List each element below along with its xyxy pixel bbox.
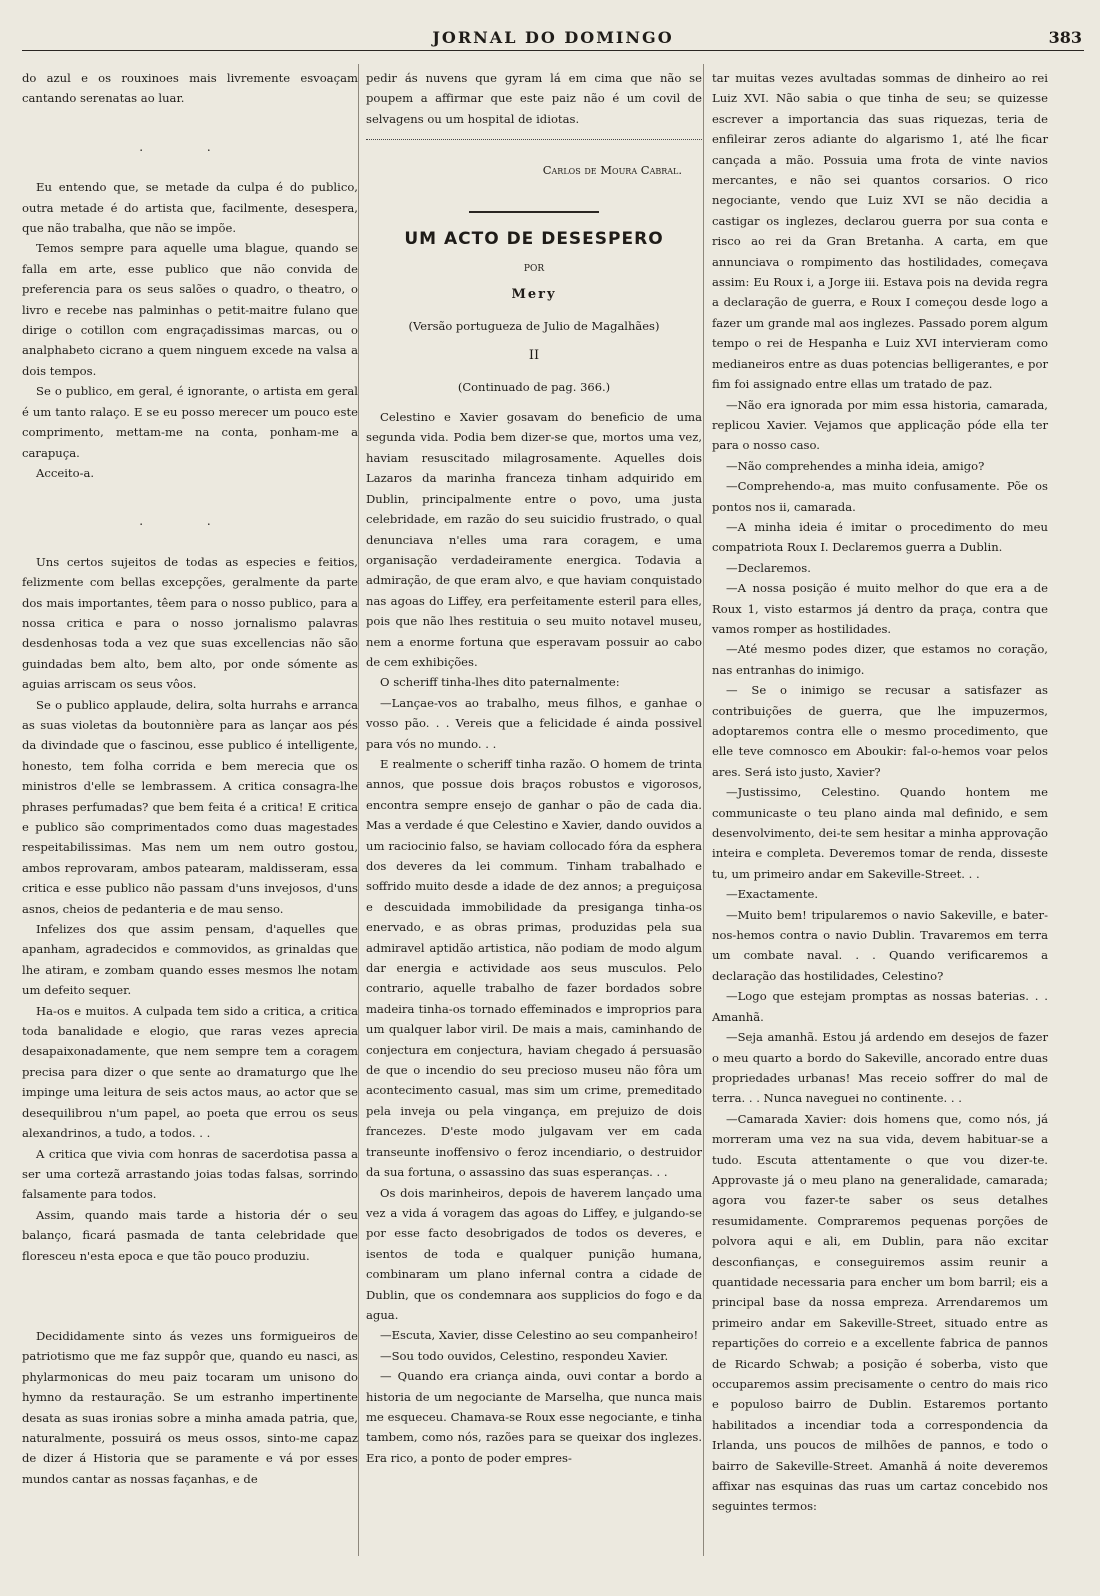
paragraph: A critica que vivia com honras de sacerdotisa passa a ser uma cortezã arrastando joias todas falsas, sorrindo falsamente para todos. <box>22 1146 358 1202</box>
paragraph: — Quando era criança ainda, ouvi contar a bordo a historia de um negociante de Marselha, que nunca mais me esqueceu. Chamava-se Roux esse negociante, e tinha tambem, como nós, razões para se queixar dos inglezes. Era rico, a ponto de poder empres- <box>366 1369 702 1465</box>
continuation-note: (Continuado de pag. 366.) <box>457 379 611 394</box>
column-middle <box>366 68 702 1468</box>
paragraph: —Não era ignorada por mim essa historia, camarada, replicou Xavier. Vejamos que applicação póde ella ter para o nosso caso. <box>712 397 1048 453</box>
paragraph: —Muito bem! tripularemos o navio Sakeville, e bater-nos-hemos contra o navio Dublin. Travaremos em terra um combate naval. . . Quando verificaremos a declaração das hostilidades, Celestino? <box>712 907 1048 983</box>
page-number: 383 <box>1048 28 1082 47</box>
article-divider <box>469 211 599 213</box>
chapter-number: II <box>528 348 540 364</box>
paragraph: Se o publico applaude, delira, solta hurrahs e arranca as suas violetas da boutonnière para as lançar aos pés da divindade que o fascinou, esse publico é intelligente, honesto, tem folha corrida e bem merecia que os ministros d'elle se lembrassem. A critica consagra-lhe phrases perfumadas? que bem feita é a critica! E critica e publico são comprimentados como duas magestades respeitabilissimas. Mas nem um nem outro gostou, ambos reprovaram, ambos patearam, maldisseram, essa critica e esse publico não passam d'uns invejosos, d'uns asnos, cheios de pedanteria e de mau senso. <box>22 697 358 916</box>
section-separator: . . <box>139 514 241 529</box>
page-header <box>22 28 1084 51</box>
paragraph: —Declaremos. <box>726 560 811 575</box>
paragraph: Celestino e Xavier gosavam do beneficio de uma segunda vida. Podia bem dizer-se que, mortos uma vez, haviam resuscitado milagrosamente. Aquelles dois Lazaros da marinha franceza tinham adquirido em Dublin, principalmente entre o povo, uma justa celebridade, em razão do seu suicidio frustrado, o qual denunciava n'elles uma rara coragem, e uma organisação verdadeiramente energica. Todavia a admiração, de que eram alvo, e que haviam conquistado nas agoas do Liffey, era perfeitamente esteril para elles, pois que não lhes restituia o seu muito notavel museu, nem a enorme fortuna que esperavam possuir ao cabo de cem exhibições. <box>366 410 702 669</box>
paragraph: —Logo que estejam promptas as nossas baterias. . . Amanhã. <box>712 989 1048 1024</box>
article-author: Mery <box>511 287 557 303</box>
paragraph: —Escuta, Xavier, disse Celestino ao seu companheiro! <box>380 1328 699 1343</box>
paragraph: O scheriff tinha-lhes dito paternalmente: <box>380 675 620 690</box>
paragraph: pedir ás nuvens que gyram lá em cima que não se poupem a affirmar que este paiz não é um covil de selvagens ou um hospital de idiotas. <box>366 71 702 126</box>
paragraph: Acceito-a. <box>36 465 95 480</box>
paragraph: E realmente o scheriff tinha razão. O homem de trinta annos, que possue dois braços robustos e vigorosos, encontra sempre ensejo de ganhar o pão de cada dia. Mas a verdade é que Celestino e Xavier, dando ouvidos a um raciocinio falso, se haviam collocado fóra da esphera dos deveres da lei commum. Tinham trabalhado e soffrido muito desde a idade de dez annos; a preguiçosa e descuidada immobilidade da presiganga tinha-os enervado, e as obras primas, produzidas pela sua admiravel aptidão artistica, não podiam de modo algum dar energia e actividade aos seus musculos. Pelo contrario, aquelle trabalho de fazer bordados sobre madeira tinha-os tornado effeminados e improprios para um qualquer labor viril. De mais a mais, caminhando de conjectura em conjectura, haviam chegado á persuasão de que o incendio do seu precioso museu não fôra um acontecimento casual, mas sim um crime, premeditado pela inveja ou pela vingança, em prejuizo de dois francezes. D'este modo julgavam ver em cada transeunte inoffensivo o feroz incendiario, o destruidor da sua fortuna, o assassino das suas esperanças. . . <box>366 756 702 1180</box>
byline-prefix: POR <box>523 264 545 275</box>
translation-credit: (Versão portugueza de Julio de Magalhães) <box>408 318 660 333</box>
paragraph: Os dois marinheiros, depois de haverem lançado uma vez a vida á voragem das agoas do Liffey, e julgando-se por esse facto desobrigados de todos os deveres, e isentos de toda e qualquer punição humana, combinaram um plano infernal contra a cidade de Dublin, que os condemnara aos supplicios do fogo e da agua. <box>366 1185 702 1322</box>
paragraph: —Camarada Xavier: dois homens que, como nós, já morreram uma vez na sua vida, devem habituar-se a tudo. Escuta attentamente o que vou dizer-te. Approvaste já o meu plano na generalidade, camarada; agora vou fazer-te saber os seus detalhes resumidamente. Compraremos pequenas porções de polvora aqui e ali, em Dublin, para não excitar desconfianças, e conseguiremos assim reunir a quantidade necessaria para encher um bom barril; eis a principal base da nossa empreza. Arrendaremos um primeiro andar em Sakeville-Street, situado entre as repartições do correio e a excellente fabrica de pannos de Ricardo Schwab; a posição é soberba, visto que occuparemos assim precisamente o centro do mais rico e populoso bairro de Dublin. Estaremos portanto habilitados a incendiar toda a correspondencia da Irlanda, uns poucos de milhões de pannos, e todo o bairro de Sakeville-Street. Amanhã á noite deveremos affixar nas esquinas das ruas um cartaz concebido nos seguintes termos: <box>712 1111 1048 1514</box>
article-headline: UM ACTO DE DESESPERO <box>404 228 664 249</box>
paragraph: do azul e os rouxinoes mais livremente esvoaçam cantando serenatas ao luar. <box>22 71 358 106</box>
paragraph: — Se o inimigo se recusar a satisfazer as contribuições de guerra, que lhe impuzermos, adoptaremos contra elle o mesmo procedimento, que elle teve comnosco em Aboukir: fal-o-hemos voar pelos ares. Será isto justo, Xavier? <box>712 683 1048 779</box>
paragraph: —Exactamente. <box>726 887 819 902</box>
column-left <box>22 68 358 1489</box>
section-gap <box>22 1266 358 1326</box>
paragraph: Temos sempre para aquelle uma blague, quando se falla em arte, esse publico que não convida de preferencia para os seus salões o quadro, o theatro, o livro e recebe nas palminhas o petit-maitre fulano que dirige o cotillon com engraçadissimas marcas, ou o analphabeto cicrano a quem ninguem excede na valsa a dois tempos. <box>22 241 358 378</box>
paragraph: —Até mesmo podes dizer, que estamos no coração, nas entranhas do inimigo. <box>712 642 1048 677</box>
paragraph: Eu entendo que, se metade da culpa é do publico, outra metade é do artista que, facilmente, desespera, que não trabalha, que não se impõe. <box>22 180 358 236</box>
paragraph: —A minha ideia é imitar o procedimento do meu compatriota Roux I. Declaremos guerra a Dublin. <box>712 519 1048 555</box>
author-signature: Carlos de Moura Cabral. <box>542 163 682 178</box>
column-divider <box>358 64 359 1556</box>
paragraph: —Justissimo, Celestino. Quando hontem me communicaste o teu plano ainda mal definido, e sem desenvolvimento, dei-te sem hesitar a minha approvação inteira e completa. Deveremos tomar de renda, disseste tu, um primeiro andar em Sakeville-Street. . . <box>712 785 1048 881</box>
paragraph: —Seja amanhã. Estou já ardendo em desejos de fazer o meu quarto a bordo do Sakeville, ancorado entre duas propriedades urbanas! Mas receio soffrer do mal de terra. . . Nunca naveguei no continente. . . <box>712 1030 1048 1106</box>
column-divider <box>703 64 704 1556</box>
paragraph: —A nossa posição é muito melhor do que era a de Roux 1, visto estarmos já dentro da praça, contra que vamos romper as hostilidades. <box>712 581 1048 636</box>
paragraph: —Comprehendo-a, mas muito confusamente. Põe os pontos nos ii, camarada. <box>712 479 1048 514</box>
paragraph: —Sou todo ouvidos, Celestino, respondeu Xavier. <box>380 1348 669 1363</box>
paragraph: Assim, quando mais tarde a historia dér o seu balanço, ficará pasmada de tanta celebridade que floresceu n'esta epoca e que tão pouco produziu. <box>22 1207 358 1263</box>
paragraph: Se o publico, em geral, é ignorante, o artista em geral é um tanto ralaço. E se eu posso merecer um pouco este comprimento, mettam-me na conta, ponham-me a carapuça. <box>22 384 358 460</box>
dotted-separator <box>366 135 702 140</box>
column-right <box>712 68 1048 1517</box>
paragraph: —Lançae-vos ao trabalho, meus filhos, e ganhae o vosso pão. . . Vereis que a felicidade é ainda possivel para vós no mundo. . . <box>366 695 702 751</box>
paragraph: —Não comprehendes a minha ideia, amigo? <box>726 458 985 473</box>
paragraph: Ha-os e muitos. A culpada tem sido a critica, a critica toda banalidade e elogio, que raras vezes aprecia desapaixonadamente, que nem sempre tem a coragem precisa para dizer o que sente ao dramaturgo que lhe impinge uma leitura de seis actos maus, ao actor que se desequilibrou n'um papel, ao poeta que errou os seus alexandrinos, a tudo, a todos. . . <box>22 1003 358 1141</box>
section-separator: . . <box>139 139 241 154</box>
paragraph: tar muitas vezes avultadas sommas de dinheiro ao rei Luiz XVI. Não sabia o que tinha de seu; se quizesse escrever a importancia das suas riquezas, teria de enfileirar zeros adiante do algarismo 1, até lhe ficar cançada a mão. Possuia uma frota de vinte navios mercantes, e não sei quantos corsarios. O rico negociante, vendo que Luiz XVI se não decidia a castigar os inglezes, declarou guerra por sua conta e risco ao rei da Gran Bretanha. A carta, em que annunciava o rompimento das hostilidades, começava assim: Eu Roux i, a Jorge iii. Estava pois na devida regra a declaração de guerra, e Roux I começou desde logo a fazer um grande mal aos inglezes. Passado porem algum tempo o rei de Hespanha e Luiz XVI intervieram como medianeiros entre as duas potencias belligerantes, e por fim foi assignado entre ellas um tratado de paz. <box>712 71 1048 392</box>
paragraph: Infelizes dos que assim pensam, d'aquelles que apanham, agradecidos e commovidos, as grinaldas que lhe atiram, e zombam quando esses mesmos lhe notam um defeito sequer. <box>22 922 358 998</box>
paragraph: Decididamente sinto ás vezes uns formigueiros de patriotismo que me faz suppôr que, quando eu nasci, as phylarmonicas do meu paiz tocaram um unisono do hymno da restauração. Se um estranho impertinente desata as suas ironias sobre a minha amada patria, que, naturalmente, possuirá os meus ossos, sinto-me capaz de dizer á Historia que se paramente e vá por esses mundos cantar as nossas façanhas, e de <box>22 1328 358 1486</box>
journal-title: JORNAL DO DOMINGO <box>432 28 674 47</box>
paragraph: Uns certos sujeitos de todas as especies e feitios, felizmente com bellas excepções, geralmente da parte dos mais importantes, têem para o nosso publico, para a nossa critica e para o nosso jornalismo palavras desdenhosas toda a vez que suas excellencias não são guindadas bem alto, bem alto, por onde sómente as aguias arriscam os seus vôos. <box>22 554 358 692</box>
